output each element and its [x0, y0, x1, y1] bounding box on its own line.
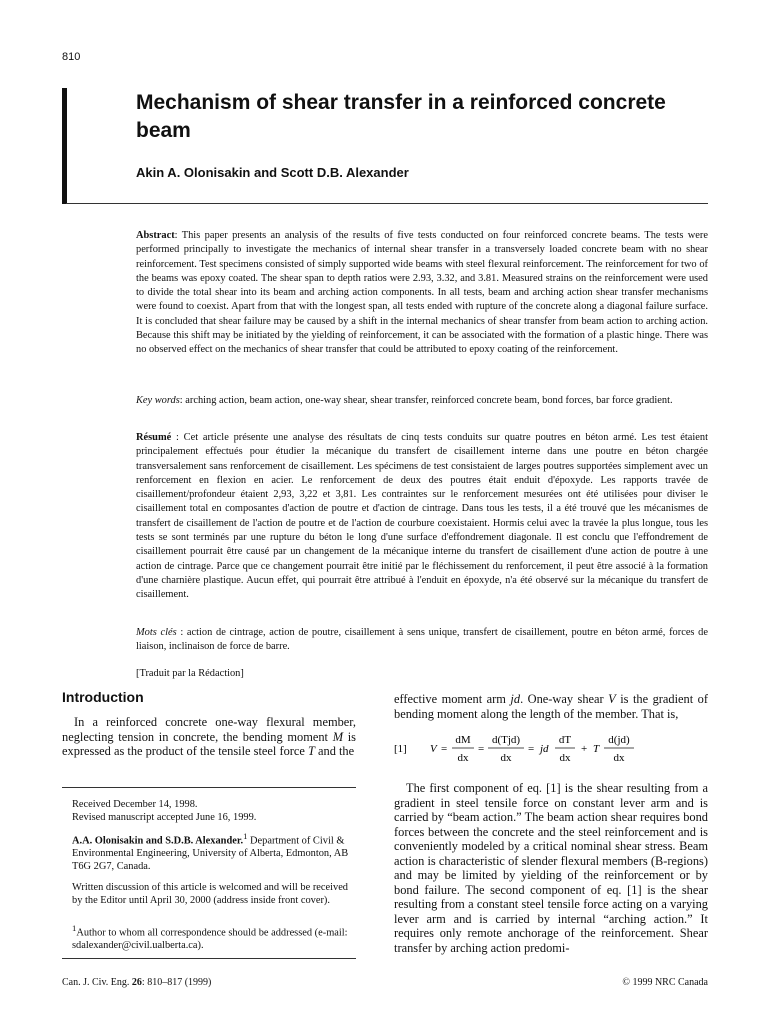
fraction-3-numerator: dT [558, 734, 572, 746]
affiliation-text: Department of Civil & Environmental Engineering, University of Alberta, Edmonton, AB T6G 2G7, Canada. [72, 835, 349, 873]
article-title: Mechanism of shear transfer in a reinforced concrete beam [136, 91, 666, 142]
abstract [136, 229, 708, 358]
equation-plus: + [581, 743, 588, 755]
equation-1 [394, 731, 708, 767]
translation-note: [Traduit par la Rédaction] [136, 668, 244, 679]
mots-cles-label: Mots clés [136, 627, 177, 638]
discussion-note: Written discussion of this article is welcomed and will be received by the Editor until April 30, 2000 (address inside front cover). [72, 882, 349, 906]
footnote-box [62, 787, 356, 959]
intro-right-text-2: . One-way shear [520, 692, 609, 706]
resume-text: : Cet article présente une analyse des résultats de cinq tests conduits sur quatre poutres en béton armé. Les test étaient principalement effectués pour étudier la mécanique du transfert de cisaillement interne dans une poutre en béton chargée transversalement sans renforcement de cisaillement. Les spécimens de test consistaient de larges poutres supportées simplement avec un renforcement en flexion en acier. Le renforcement de deux des poutres était enduit d'époxyde. Les rapports travée de cisaillement/profondeur étaient 2,93, 3,22 et 3,81. Les contraintes sur le renforcement mesurées ont été utilisées pour diviser le cisaillement total en composantes d'action de poutre et d'action de cintrage. Dans tous les tests, il a été trouvé que les mécanismes de transfert de cisaillement de l'action de poutre et de l'action de courbure coexistaient. Hormis celui avec la travée la plus longue, tous les tests se sont terminés par une rupture du béton le long d'une surface d'effondrement diagonale. Il est conclu que l'effondrement de cisaillement pourrait être causé par un changement de la mécanique interne du transfert de cisaillement d'une action de poutre à une action de cintrage. Parce que ce changement pourrait être initié par le fléchissement du renforcement, il peut être associé à la formation d'une charnière plastique. Aucun effet, qui pourrait être attribué à l'enduit en époxyde, n'a été observé sur la mécanique du transfert de cisaillement. [136, 432, 708, 601]
received-date: Received December 14, 1998. [72, 799, 198, 810]
affiliation-marker: 1 [243, 831, 248, 841]
copyright: © 1999 NRC Canada [622, 977, 708, 988]
correspondence-note [72, 922, 354, 952]
symbol-V: V [608, 692, 616, 706]
fraction-4-denominator: dx [613, 752, 625, 764]
fraction-3-denominator: dx [559, 752, 571, 764]
intro-paragraph-left [62, 715, 356, 759]
intro-left-text-1: In a reinforced concrete one-way flexural member, neglecting tension in concrete, the bending moment [62, 715, 356, 744]
equation-equals-3: = [528, 743, 535, 755]
affiliation-names: A.A. Olonisakin and S.D.B. Alexander. [72, 835, 244, 847]
introduction-heading: Introduction [62, 689, 144, 705]
equation-lhs: V [430, 743, 437, 755]
fraction-2-numerator: d(Tjd) [491, 734, 521, 746]
keywords [136, 394, 708, 408]
header-rule [66, 203, 708, 204]
abstract-label: Abstract [136, 230, 175, 241]
symbol-T: T [308, 744, 315, 758]
page-number: 810 [62, 51, 81, 63]
mots-cles [136, 626, 708, 655]
keywords-text: : arching action, beam action, one-way shear, shear transfer, reinforced concrete beam, bond forces, bar force gradient. [179, 395, 673, 406]
intro-paragraph-right-2: The first component of eq. [1] is the shear resulting from a gradient in steel tensile force on constant lever arm and is carried by “beam action.” The beam action shear requires bond forces between the concrete and the steel reinforcement and is conveniently modeled by a critical nominal shear stress. Beam action is characteristic of slender flexural members (B-regions) and may be limited by yielding of the reinforcement or by bond failure. The second component of eq. [1] is the shear resulting from a constant steel tensile force acting on a varying lever arm and is carried by internal “arching action.” It requires only remote anchorage of the reinforcement. Shear transfer by arching action predomi- [394, 781, 708, 955]
journal-name: Can. J. Civ. Eng. [62, 977, 132, 988]
fraction-1-denominator: dx [457, 752, 469, 764]
correspondence-marker: 1 [72, 923, 77, 933]
journal-pages: : 810–817 (1999) [141, 977, 212, 988]
symbol-M: M [332, 729, 344, 744]
revised-date: Revised manuscript accepted June 16, 1999. [72, 812, 257, 823]
intro-right-text-3: is the gradient of bending moment along the length of the member. That is, [394, 692, 708, 721]
keywords-label: Key words [136, 395, 180, 406]
received-dates [72, 798, 354, 824]
fraction-1-numerator: dM [455, 734, 471, 746]
author-affiliation [72, 830, 354, 873]
title-accent-bar [62, 88, 67, 204]
equation-equals-1: = [441, 743, 448, 755]
resume [136, 431, 708, 603]
mots-cles-text: : action de cintrage, action de poutre, cisaillement à sens unique, transfert de cisaillement, poutre en béton armé, forces de liaison, inclinaison de force de barre. [136, 627, 708, 653]
equation-equals-2: = [478, 743, 485, 755]
intro-left-text-3: and the [314, 744, 355, 758]
equation-label: [1] [394, 743, 407, 755]
journal-volume: 26 [131, 977, 142, 988]
fraction-2-denominator: dx [500, 752, 512, 764]
journal-citation [62, 977, 211, 988]
resume-label: Résumé [136, 432, 172, 443]
intro-right-text-1: effective moment arm [394, 692, 511, 706]
intro-paragraph-right-1 [394, 692, 708, 721]
fraction-4-numerator: d(jd) [608, 734, 630, 746]
abstract-text: : This paper presents an analysis of the results of five tests conducted on four reinforced concrete beams. The tests were performed principally to investigate the mechanics of internal shear transfer in a transversely loaded concrete beam with no shear reinforcement. Test specimens consisted of simply supported wide beams with steel flexural reinforcement. The reinforcement for two of the beams was epoxy coated. The shear span to depth ratios were 2.93, 3.32, and 3.81. Measured strains on the reinforcement were used to divide the total shear into its beam and arching action components. In all tests, beam and arching action shear transfer mechanisms were found to coexist. Apart from that with the longest span, all tests ended with rupture of the concrete along a diagonal failure surface. It is concluded that shear failure may be caused by a shift in the internal mechanics of shear transfer from beam action to arching action. Because this shift may be initiated by the yielding of reinforcement, it can be associated with the formation of a plastic hinge. There was no observed effect on the mechanics of shear transfer that could be attributed to epoxy coating of the reinforcement. [136, 230, 708, 356]
symbol-jd: jd [510, 692, 521, 706]
correspondence-text: Author to whom all correspondence should be addressed (e-mail: sdalexander@civil.ualberta.ca). [72, 927, 348, 952]
equation-jd: jd [540, 743, 549, 755]
article-authors: Akin A. Olonisakin and Scott D.B. Alexander [136, 165, 409, 180]
equation-T: T [593, 743, 600, 755]
intro-left-text-2: is expressed as the product of the tensile steel force [62, 729, 356, 758]
